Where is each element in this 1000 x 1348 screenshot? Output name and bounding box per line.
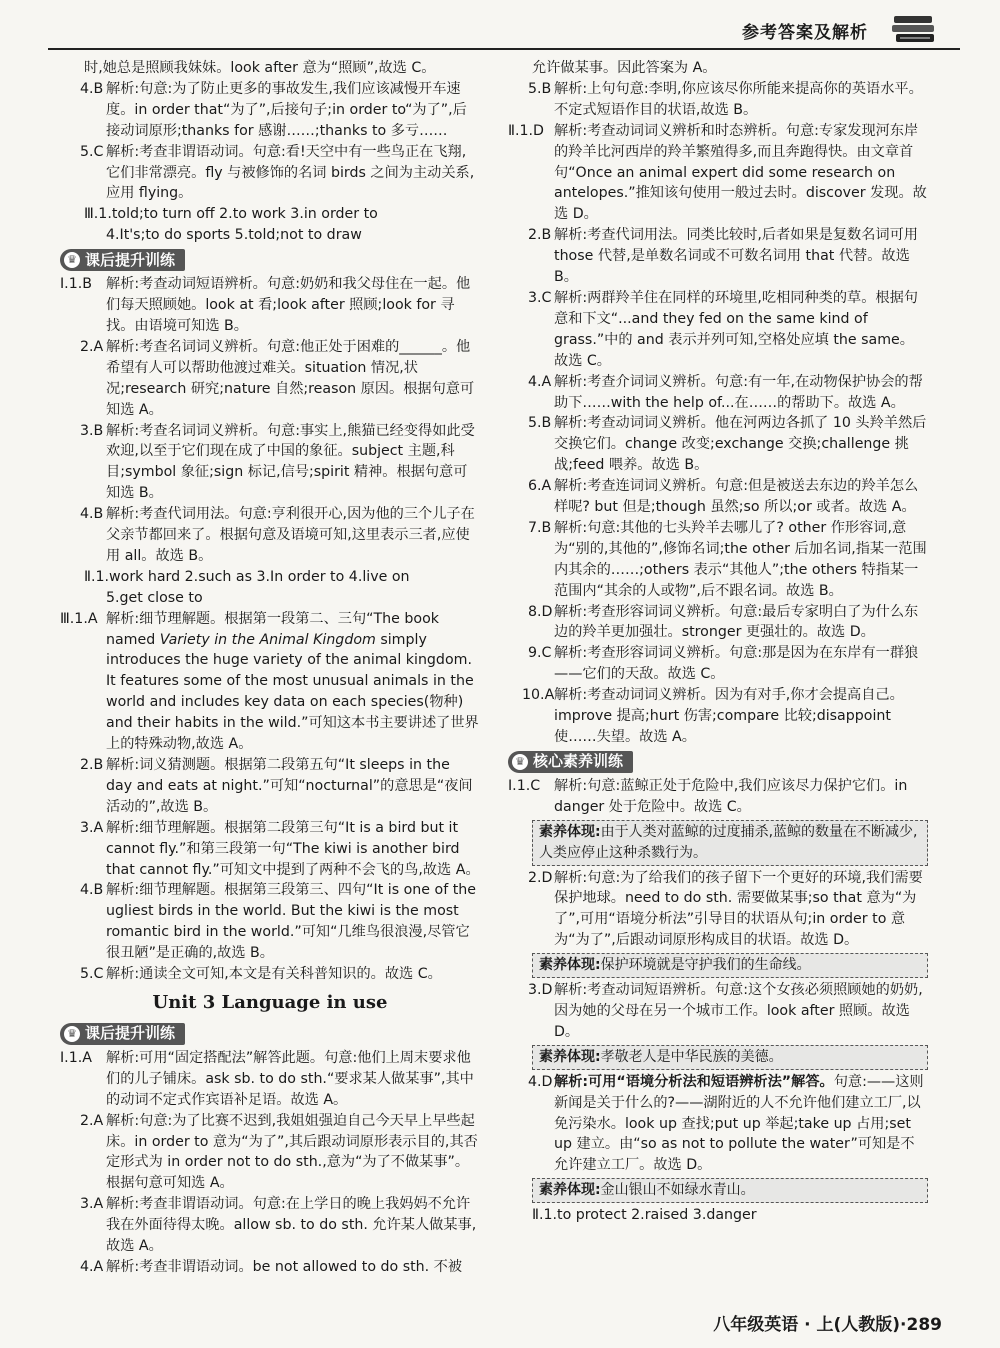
answer-item: 4.A 解析:考查介词词义辨析。句意:有一年,在动物保护协会的帮助下……with the help of...在……的帮助下。故选 A。: [528, 373, 923, 411]
fill-answers: Ⅱ.1.work hard 2.such as 3.In order to 4.live on: [84, 568, 410, 585]
fill-answers: Ⅱ.1.to protect 2.raised 3.danger: [532, 1207, 757, 1224]
fill-answers: Ⅲ.1.told;to turn off 2.to work 3.in order to: [84, 206, 378, 223]
left-continuation: 时,她总是照顾我妹妹。look after 意为“照顾”,故选 C。: [84, 60, 436, 76]
answer-item: 2.B 解析:词义猜测题。根据第二段第五句“It sleeps in the day and eats at night.”可知“nocturnal”的意思是“夜间活动的”,故选 B。: [80, 757, 473, 815]
section-badge: ♛ 课后提升训练: [60, 1023, 185, 1045]
crown-icon: ♛: [512, 754, 528, 770]
answer-item: Ⅰ.1.B 解析:考查动词短语辨析。句意:奶奶和我父母住在一起。他们每天照顾她。look at 看;look after 照顾;look for 寻找。由语境可知选 B。: [60, 276, 471, 334]
unit-title: Unit 3 Language in use: [152, 991, 388, 1013]
answer-item: 3.C 解析:两群羚羊住在同样的环境里,吃相同种类的草。根据句意和下文“...and they fed on the same kind of grass.”中的 and 表示并列可知,空格处应填 the same。故选 C。: [528, 289, 918, 369]
crown-icon: ♛: [64, 252, 80, 268]
answer-item: 3.B 解析:考查名词词义辨析。句意:事实上,熊猫已经变得如此受欢迎,以至于它们现在成了中国的象征。subject 主题,科目;symbol 象征;sign 标记,信号;spirit 精神。根据句意可知选 B。: [80, 422, 475, 502]
answer-item: 4.D 解析:可用“语境分析法和短语辨析法”解答。句意:——这则新闻是关于什么的?——湖附近的人不允许他们建立工厂,以免污染水。look up 查找;put up 举起;take up 占用;set up 建立。由“so as not to pollute the water”可知是不允许建立工厂。故选 D。: [528, 1073, 924, 1174]
answer-item: 4.B 解析:细节理解题。根据第三段第三、四句“It is one of the ugliest birds in the world. But the kiwi is the most romantic bird in the world.”可知“几维鸟很浪漫,尽管它很丑陋”是正确的,故选 B。: [80, 882, 476, 962]
answer-item: 3.A 解析:细节理解题。根据第二段第三句“It is a bird but it cannot fly.”和第三段第一句“The kiwi is another bird that cannot fly.”可知文中提到了两种不会飞的鸟,故选 A。: [80, 819, 480, 878]
crown-icon: ♛: [64, 1026, 80, 1042]
answer-item: 2.D 解析:句意:为了给我们的孩子留下一个更好的环境,我们需要保护地球。need to do sth. 需要做某事;so that 意为“为了”,可用“语境分析法”引导目的状语从句;in order to 意为“为了”,后跟动词原形构成目的状语。故选 D。: [528, 869, 923, 949]
section-badge: ♛ 核心素养训练: [508, 751, 633, 773]
answer-item: 2.A 解析:句意:为了比赛不迟到,我姐姐强迫自己今天早上早些起床。in order to 意为“为了”,其后跟动词原形表示目的,其否定形式为 in order not to do sth.,意为“为了不做某事”。根据句意可知选 A。: [80, 1112, 478, 1192]
answer-item: 7.B 解析:句意:其他的七头羚羊去哪儿了? other 作形容词,意为“别的,其他的”,修饰名词;the other 后加名词,指某一范围内其余的……;others 表示“其他人”;the others 特指某一范围内“其余的人或物”,后不跟名词。故选 B。: [528, 519, 927, 599]
answer-item: Ⅲ.1.A 解析:细节理解题。根据第一段第二、三句“The book named Variety in the Animal Kingdom simply introduces the huge variety of the animal kingdom. It features some of the most unusual animals in the world and includes key data on each species(物种) and their habits in the wild.”可知这本书主要讲述了世界上的特殊动物,故选 A。: [60, 610, 479, 753]
answer-item: 3.D 解析:考查动词短语辨析。句意:这个女孩必须照顾她的奶奶,因为她的父母在另一个城市工作。look after 照顾。故选 D。: [528, 982, 923, 1040]
quality-note: 素养体现:保护环境就是守护我们的生命线。: [532, 953, 928, 978]
answer-item: 2.B 解析:考查代词用法。同类比较时,后者如果是复数名词可用 those 代替,是单数名词或不可数名词用 that 代替。故选 B。: [528, 227, 918, 286]
quality-note: 素养体现:由于人类对蓝鲸的过度捕杀,蓝鲸的数量在不断减少,人类应停止这种杀戮行为。: [532, 820, 928, 866]
answer-item: 3.A 解析:考查非谓语动词。句意:在上学日的晚上我妈妈不允许我在外面待得太晚。allow sb. to do sth. 允许某人做某事,故选 A。: [80, 1196, 477, 1255]
page-footer: 八年级英语 · 上(人教版)·289: [713, 1315, 942, 1335]
answer-item: 4.B 解析:句意:为了防止更多的事故发生,我们应该减慢开车速度。in order that“为了”,后接句子;in order to“为了”,后接动词原形;thanks for 感谢……;thanks to 多亏……: [80, 80, 467, 139]
answer-item: 5.C 解析:通读全文可知,本文是有关科普知识的。故选 C。: [80, 966, 442, 983]
answer-item: 4.A 解析:考查非谓语动词。be not allowed to do sth. 不被: [80, 1258, 463, 1275]
answer-item: 6.A 解析:考查连词词义辨析。句意:但是被送去东边的羚羊怎么样呢? but 但是;though 虽然;so 所以;or 或者。故选 A。: [528, 478, 919, 516]
answer-item: 8.D 解析:考查形容词词义辨析。句意:最后专家明白了为什么东边的羚羊更加强壮。stronger 更强壮的。故选 D。: [528, 603, 919, 641]
quality-note: 素养体现:金山银山不如绿水青山。: [532, 1178, 928, 1203]
answer-item: 9.C 解析:考查形容词词义辨析。句意:那是因为在东岸有一群狼——它们的天敌。故选 C。: [528, 645, 919, 683]
fill-answers: 4.It's;to do sports 5.told;not to draw: [106, 227, 362, 244]
books-icon: [890, 12, 938, 46]
right-column: [508, 58, 928, 1226]
answer-item: Ⅱ.1.D 解析:考查动词词义辨析和时态辨析。句意:专家发现河东岸的羚羊比河西岸的羚羊繁殖得多,而且奔跑得快。由文章首句“Once an animal expert did some research on antelopes.”推知该句使用一般过去时。discover 发现。故选 D。: [508, 122, 927, 223]
fill-answers: 5.get close to: [106, 589, 203, 606]
answer-item: 5.B 解析:上句句意:李明,你应该尽你所能来提高你的英语水平。不定式短语作目的状语,故选 B。: [528, 80, 923, 118]
header-title: 参考答案及解析: [742, 23, 868, 43]
page-header: [48, 14, 960, 50]
answer-item: 5.C 解析:考查非谓语动词。句意:看!天空中有一些鸟正在飞翔,它们非常漂亮。fly 与被修饰的名词 birds 之间为主动关系,应用 flying。: [80, 143, 475, 202]
answer-item: 5.B 解析:考查动词词义辨析。他在河两边各抓了 10 头羚羊然后交换它们。change 改变;exchange 交换;challenge 挑战;feed 喂养。故选 B。: [528, 415, 927, 474]
answer-item: Ⅰ.1.A 解析:可用“固定搭配法”解答此题。句意:他们上周末要求他们的儿子铺床。ask sb. to do sth.“要求某人做某事”,其中的动词不定式作宾语补足语。故选 A。: [60, 1049, 474, 1108]
answer-item: 10.A 解析:考查动词词义辨析。因为有对手,你才会提高自己。improve 提高;hurt 伤害;compare 比较;disappoint 使……失望。故选 A。: [522, 687, 904, 745]
answer-item: Ⅰ.1.C 解析:句意:蓝鲸正处于危险中,我们应该尽力保护它们。in danger 处于危险中。故选 C。: [508, 777, 908, 815]
quality-note: 素养体现:孝敬老人是中华民族的美德。: [532, 1045, 928, 1070]
answer-item: 4.B 解析:考查代词用法。句意:亨利很开心,因为他的三个儿子在父亲节都回来了。根据句意及语境可知,这里表示三者,应使用 all。故选 B。: [80, 506, 475, 564]
left-column: [60, 58, 480, 1278]
right-continuation: 允许做某事。因此答案为 A。: [532, 60, 717, 76]
section-badge: ♛ 课后提升训练: [60, 249, 185, 271]
answer-item: 2.A 解析:考查名词词义辨析。句意:他正处于困难的______。他希望有人可以帮助他渡过难关。situation 情况,状况;research 研究;nature 自然;reason 原因。根据句意可知选 A。: [80, 338, 475, 418]
